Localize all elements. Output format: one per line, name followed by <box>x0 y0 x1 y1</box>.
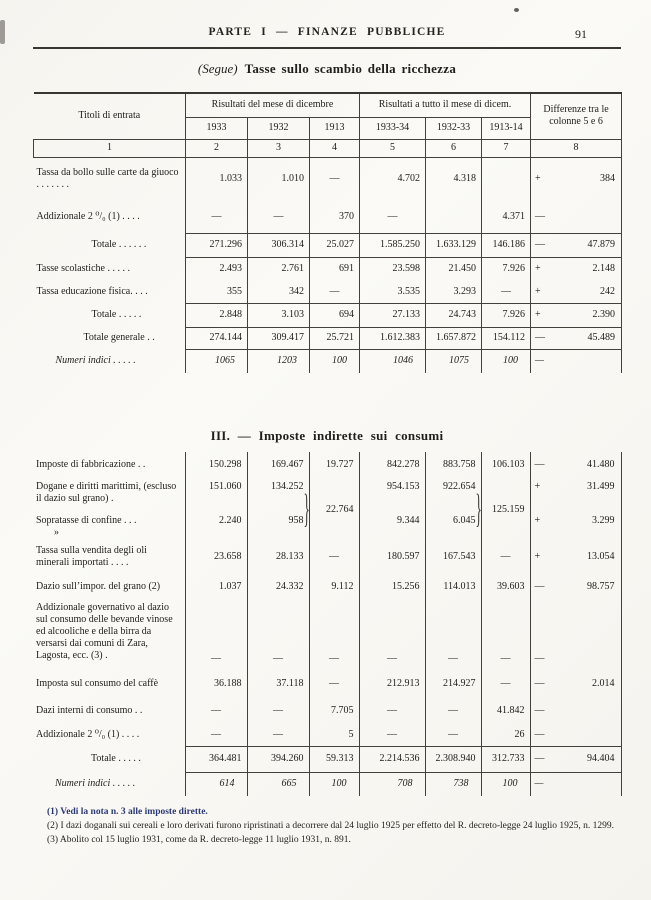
value-cell: 614 <box>185 772 247 796</box>
difference-cell <box>531 233 622 257</box>
value-cell: 306.314 <box>248 233 310 257</box>
value-cell: 2.214.536 <box>359 746 425 772</box>
difference-value: 45.489 <box>587 332 616 343</box>
value-cell: 23.598 <box>360 257 426 281</box>
value-cell: 146.186 <box>482 233 531 257</box>
value-cell: 100 <box>310 349 360 373</box>
col-number: 1 <box>34 139 186 157</box>
value-cell: 25.027 <box>310 233 360 257</box>
value-cell: — <box>425 698 481 724</box>
difference-cell <box>530 698 621 724</box>
value-cell: 1.585.250 <box>360 233 426 257</box>
col-number: 6 <box>426 139 482 157</box>
value-cell <box>482 157 531 201</box>
value-cell: 2.240 <box>185 512 247 540</box>
row-label: Totale . . . . . <box>33 746 185 772</box>
difference-cell <box>531 327 622 349</box>
table-row <box>33 540 621 574</box>
value-cell: 2.761 <box>248 257 310 281</box>
difference-sign: + <box>535 263 541 275</box>
value-cell: 151.060 <box>185 478 247 512</box>
difference-cell <box>530 574 621 600</box>
table-row-totale <box>34 233 622 257</box>
value-cell: 364.481 <box>185 746 247 772</box>
value-cell: 169.467 <box>247 452 309 478</box>
value-cell: 1046 <box>360 349 426 373</box>
value-cell: 1.612.383 <box>360 327 426 349</box>
col-number: 7 <box>482 139 531 157</box>
difference-sign: + <box>534 481 541 492</box>
difference-sign: + <box>534 515 541 526</box>
running-title: PARTE I — FINANZE PUBBLICHE <box>208 26 446 38</box>
col-number: 4 <box>310 139 360 157</box>
value-cell: 23.658 <box>185 540 247 574</box>
value-cell: 370 <box>310 201 360 233</box>
difference-sign: + <box>534 551 541 562</box>
difference-sign: + <box>535 309 541 320</box>
footnote-3: (3) Abolito col 15 luglio 1931, come da R. decreto-legge 11 luglio 1931, n. 891. <box>47 834 351 845</box>
row-label-text: Sopratasse di confine . . . <box>36 515 137 526</box>
difference-cell <box>531 349 622 373</box>
row-label: Numeri indici . . . . . <box>33 772 185 796</box>
value-cell: 394.260 <box>247 746 309 772</box>
table-row <box>33 600 621 670</box>
value-cell: 355 <box>186 281 248 303</box>
value-cell: 100 <box>481 772 530 796</box>
col-header-year: 1913-14 <box>482 117 531 139</box>
value-cell: 100 <box>482 349 531 373</box>
value-cell: 4.371 <box>482 201 531 233</box>
difference-sign: — <box>535 355 544 367</box>
value-cell: — <box>481 670 530 698</box>
table-row-totale <box>34 303 622 327</box>
value-cell: 214.927 <box>425 670 481 698</box>
scan-artifact <box>514 8 519 12</box>
value-cell: 25.721 <box>310 327 360 349</box>
value-cell: 1.033 <box>186 157 248 201</box>
difference-sign: — <box>534 728 545 740</box>
value-cell: 3.103 <box>248 303 310 327</box>
difference-value: 2.390 <box>592 309 616 320</box>
row-label: Totale generale . . <box>34 327 186 349</box>
value-cell: — <box>185 698 247 724</box>
page-header <box>33 26 621 44</box>
difference-cell <box>530 724 621 746</box>
value-cell: 1.633.129 <box>426 233 482 257</box>
ditto-mark: » <box>54 527 59 538</box>
value-cell: 36.188 <box>185 670 247 698</box>
value-cell: 665 <box>247 772 309 796</box>
row-label: Imposte di fabbricazione . . <box>33 452 185 478</box>
value-cell: 59.313 <box>309 746 359 772</box>
table-row <box>33 698 621 724</box>
difference-sign: + <box>535 173 541 185</box>
table-row <box>33 724 621 746</box>
value-cell: 106.103 <box>481 452 530 478</box>
value-cell: 114.013 <box>425 574 481 600</box>
merged-value-cell: } 22.764 <box>309 478 359 540</box>
difference-sign: — <box>534 778 544 790</box>
difference-cell <box>531 303 622 327</box>
difference-cell <box>530 512 621 540</box>
value-cell: 1.037 <box>185 574 247 600</box>
value-cell: — <box>359 698 425 724</box>
value-cell: 27.133 <box>360 303 426 327</box>
value-cell: 954.153 <box>359 478 425 512</box>
difference-cell <box>531 201 622 233</box>
difference-value: 31.499 <box>587 481 615 492</box>
value-cell: 19.727 <box>309 452 359 478</box>
value-cell: 6.045 <box>425 512 481 540</box>
col-header-year: 1932-33 <box>426 117 482 139</box>
difference-cell <box>530 670 621 698</box>
difference-cell <box>531 157 622 201</box>
value-cell: 24.332 <box>247 574 309 600</box>
value-cell: — <box>360 201 426 233</box>
difference-value: 47.879 <box>587 239 616 250</box>
value-cell: 100 <box>309 772 359 796</box>
value-cell: 41.842 <box>481 698 530 724</box>
value-cell: — <box>481 600 530 670</box>
segue-label: (Segue) <box>197 61 238 76</box>
col-header-year: 1913 <box>310 117 360 139</box>
value-cell: 1.010 <box>248 157 310 201</box>
difference-sign: — <box>534 459 545 470</box>
value-cell: 1.657.872 <box>426 327 482 349</box>
value-cell: — <box>247 698 309 724</box>
difference-value: 13.054 <box>587 551 615 562</box>
table-row-totale-generale <box>34 327 622 349</box>
table-row-numeri-indici <box>34 349 622 373</box>
table-imposte-consumi <box>33 452 622 796</box>
difference-value: 94.404 <box>587 753 615 764</box>
value-cell: 134.252 <box>247 478 309 512</box>
value-cell: — <box>425 600 481 670</box>
row-label: Tasse scolastiche . . . . . <box>34 257 186 281</box>
value-cell: 4.702 <box>360 157 426 201</box>
value-cell: 39.603 <box>481 574 530 600</box>
difference-cell <box>531 281 622 303</box>
value-cell: — <box>481 540 530 574</box>
table-row <box>34 281 622 303</box>
value-cell: 1065 <box>186 349 248 373</box>
difference-sign: — <box>535 332 546 343</box>
footnote-2: (2) I dazi doganali sui cereali e loro derivati furono ripristinati a decorrere dal 24 luglio 1925 per effetto del R. decreto-legge 24 luglio 1925, n. 1299. <box>47 820 615 831</box>
value-cell <box>426 201 482 233</box>
col-header-year: 1932 <box>248 117 310 139</box>
page-number: 91 <box>575 27 587 41</box>
value-cell: 212.913 <box>359 670 425 698</box>
table1-wrapper <box>33 92 621 373</box>
difference-sign: + <box>535 285 541 297</box>
value-cell: 15.256 <box>359 574 425 600</box>
value-cell: 312.733 <box>481 746 530 772</box>
value-cell: 180.597 <box>359 540 425 574</box>
value-cell: — <box>185 600 247 670</box>
table-row <box>34 201 622 233</box>
value-cell: 7.926 <box>482 257 531 281</box>
value-cell: — <box>309 540 359 574</box>
value-cell: 9.112 <box>309 574 359 600</box>
value-cell: — <box>425 724 481 746</box>
row-label: Addizionale 2 ⁰/₀ (1) . . . . <box>34 201 186 233</box>
difference-sign: — <box>534 653 545 664</box>
col-group-mese-dicembre: Risultati del mese di dicembre <box>186 93 360 117</box>
table-tasse-scambio <box>33 92 622 373</box>
row-label: Dazio sull’impor. del grano (2) <box>33 574 185 600</box>
col-header-differenze: Differenze tra le colonne 5 e 6 <box>531 93 622 139</box>
value-cell: — <box>309 670 359 698</box>
value-cell: 738 <box>425 772 481 796</box>
row-label: Imposta sul consumo del caffè <box>33 670 185 698</box>
value-cell: 883.758 <box>425 452 481 478</box>
table-row-numeri-indici <box>33 772 621 796</box>
value-cell: 842.278 <box>359 452 425 478</box>
value-cell: 691 <box>310 257 360 281</box>
value-cell: 3.535 <box>360 281 426 303</box>
value-cell: 958 <box>247 512 309 540</box>
header-row-numbers <box>34 139 622 157</box>
scan-artifact <box>0 20 5 44</box>
value-cell: — <box>359 724 425 746</box>
value-cell: — <box>310 281 360 303</box>
row-label: Numeri indici . . . . . <box>34 349 186 373</box>
difference-cell <box>530 746 621 772</box>
value-cell: — <box>247 724 309 746</box>
value-cell: 4.318 <box>426 157 482 201</box>
difference-cell <box>530 600 621 670</box>
difference-cell <box>531 257 622 281</box>
table-row <box>33 452 621 478</box>
value-cell: 3.293 <box>426 281 482 303</box>
difference-cell <box>530 452 621 478</box>
col-number: 5 <box>360 139 426 157</box>
value-cell: 167.543 <box>425 540 481 574</box>
title-text: Tasse sullo scambio della ricchezza <box>244 61 457 76</box>
col-number: 8 <box>531 139 622 157</box>
value-cell: — <box>359 600 425 670</box>
header-rule <box>33 47 621 49</box>
row-label: Totale . . . . . <box>34 303 186 327</box>
difference-sign: — <box>534 678 545 689</box>
row-label: Tassa da bollo sulle carte da giuoco . . . . . . . <box>34 157 186 201</box>
col-number: 2 <box>186 139 248 157</box>
table-row-totale <box>33 746 621 772</box>
col-group-tutto-mese: Risultati a tutto il mese di dicem. <box>360 93 531 117</box>
value-cell: 342 <box>248 281 310 303</box>
difference-sign: — <box>534 705 545 716</box>
value-cell: 2.848 <box>186 303 248 327</box>
value-cell: 24.743 <box>426 303 482 327</box>
value-cell: — <box>186 201 248 233</box>
value-cell: 28.133 <box>247 540 309 574</box>
difference-value: 2.148 <box>592 263 616 275</box>
value-cell: — <box>482 281 531 303</box>
value-cell: 2.493 <box>186 257 248 281</box>
difference-value: 384 <box>600 173 616 185</box>
col-header-titoli: Titoli di entrata <box>34 93 186 139</box>
document-title <box>33 61 621 77</box>
value-cell: — <box>248 201 310 233</box>
difference-cell <box>530 772 621 796</box>
value-cell: 150.298 <box>185 452 247 478</box>
value-cell: 922.654 <box>425 478 481 512</box>
table-row <box>34 157 622 201</box>
value-cell: 309.417 <box>248 327 310 349</box>
difference-value: 41.480 <box>587 459 615 470</box>
value-cell: 9.344 <box>359 512 425 540</box>
merged-value-cell: } 125.159 <box>481 478 530 540</box>
table2-wrapper <box>33 452 621 796</box>
row-label: Dazi interni di consumo . . <box>33 698 185 724</box>
row-label: Tassa sulla vendita degli oli minerali importati . . . . <box>33 540 185 574</box>
col-header-year: 1933 <box>186 117 248 139</box>
value-cell: 708 <box>359 772 425 796</box>
table-row <box>33 478 621 512</box>
table-row <box>33 574 621 600</box>
value-cell: — <box>309 600 359 670</box>
value-cell: 5 <box>309 724 359 746</box>
value-cell: 26 <box>481 724 530 746</box>
footnote-1: (1) Vedi la nota n. 3 alle imposte dirette. <box>47 807 208 817</box>
difference-cell <box>530 478 621 512</box>
value-cell: 271.296 <box>186 233 248 257</box>
value-cell: 37.118 <box>247 670 309 698</box>
value-cell: — <box>310 157 360 201</box>
row-label: Addizionale governativo al dazio sul consumo delle bevande vinose ed alcooliche e della birra da versarsi dai comuni di Zara, Lagosta, ecc. (3) . <box>33 600 185 670</box>
difference-value: 242 <box>600 285 616 297</box>
difference-value: 2.014 <box>592 678 615 689</box>
value-cell: 21.450 <box>426 257 482 281</box>
value-cell: — <box>185 724 247 746</box>
row-label: Addizionale 2 ⁰/₀ (1) . . . . <box>33 724 185 746</box>
section-title: III. — Imposte indirette sui consumi <box>210 428 444 443</box>
value-cell: 274.144 <box>186 327 248 349</box>
value-cell: 7.926 <box>482 303 531 327</box>
value-cell: 694 <box>310 303 360 327</box>
row-label <box>33 512 185 540</box>
row-label: Totale . . . . . . <box>34 233 186 257</box>
value-cell: 1203 <box>248 349 310 373</box>
difference-cell <box>530 540 621 574</box>
difference-sign: — <box>534 753 545 764</box>
difference-sign: — <box>534 581 545 592</box>
table-row <box>33 670 621 698</box>
footnotes <box>33 806 621 847</box>
difference-value: 3.299 <box>592 515 615 526</box>
value-cell: 1075 <box>426 349 482 373</box>
value-cell: 2.308.940 <box>425 746 481 772</box>
row-label: Tassa educazione fisica. . . . <box>34 281 186 303</box>
difference-sign: — <box>535 210 546 222</box>
header-row-groups <box>34 93 622 117</box>
table-row <box>34 257 622 281</box>
value-cell: 7.705 <box>309 698 359 724</box>
difference-sign: — <box>535 239 546 250</box>
col-number: 3 <box>248 139 310 157</box>
value-cell: 154.112 <box>482 327 531 349</box>
row-label: Dogane e diritti marittimi, (escluso il dazio sul grano) . <box>33 478 185 512</box>
col-header-year: 1933-34 <box>360 117 426 139</box>
value-cell: — <box>247 600 309 670</box>
difference-value: 98.757 <box>587 581 615 592</box>
